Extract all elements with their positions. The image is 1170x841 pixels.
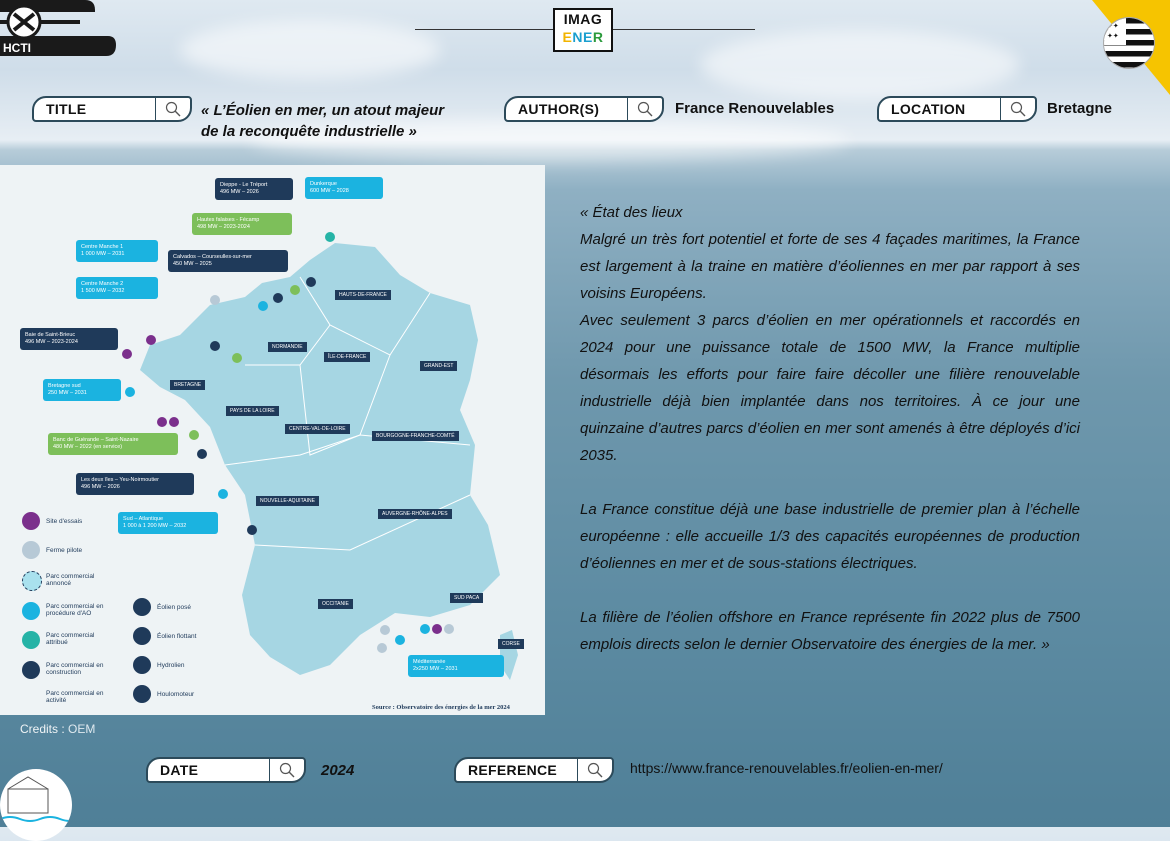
map-park-mediterranee: Méditerranée 2x250 MW – 2031: [408, 655, 504, 677]
map-park-dieppe: Dieppe - Le Tréport 496 MW – 2026: [215, 178, 293, 200]
map-marker-icon: [432, 624, 442, 634]
map-marker-icon: [325, 232, 335, 242]
bretagne-flag-icon: [1103, 17, 1155, 69]
map-region-label: CORSE: [498, 639, 524, 649]
location-field[interactable]: [877, 96, 1037, 122]
legend-swatch: [22, 512, 40, 530]
legend-swatch: [22, 571, 42, 591]
map-region-label: AUVERGNE-RHÔNE-ALPES: [378, 509, 452, 519]
divider: [613, 29, 755, 30]
legend-label: Parc commercial en activité: [46, 690, 104, 704]
map-marker-icon: [210, 295, 220, 305]
reference-field[interactable]: [454, 757, 614, 783]
map-marker-icon: [169, 417, 179, 427]
search-icon[interactable]: [627, 98, 662, 120]
map-region-label: ÎLE-DE-FRANCE: [324, 352, 370, 362]
date-field[interactable]: [146, 757, 306, 783]
map-marker-icon: [258, 301, 268, 311]
map-marker-icon: [218, 489, 228, 499]
svg-text:✦✦: ✦✦: [1107, 23, 1119, 30]
map-marker-icon: [157, 417, 167, 427]
map-marker-icon: [290, 285, 300, 295]
legend-label: Parc commercial en construction: [46, 662, 104, 676]
map-park-yeu-noirmoutier: Les deux îles – Yeu-Noirmoutier 496 MW – 2026: [76, 473, 194, 495]
map-region-label: OCCITANIE: [318, 599, 353, 609]
map-park-centre-manche-2: Centre Manche 2 1 500 MW – 2032: [76, 277, 158, 299]
section-title: « État des lieux: [580, 204, 683, 221]
title-label: TITLE: [46, 101, 87, 117]
legend-swatch: [22, 602, 40, 620]
map-park-dunkerque: Dunkerque 600 MW – 2028: [305, 177, 383, 199]
legend-type-label: Éolien flottant: [157, 633, 197, 640]
search-icon[interactable]: [1000, 98, 1035, 120]
map-marker-icon: [189, 430, 199, 440]
map-park-bretagne-sud: Bretagne sud 250 MW – 2031: [43, 379, 121, 401]
bottom-logo: [0, 769, 72, 841]
legend-label: Ferme pilote: [46, 547, 83, 554]
map-marker-icon: [444, 624, 454, 634]
legend-swatch: [22, 541, 40, 559]
legend-swatch: [22, 661, 40, 679]
hcti-logo-text: HCTI: [3, 41, 31, 55]
map-region-label: SUD PACA: [450, 593, 483, 603]
tidal-turbine-icon: [133, 656, 151, 674]
legend-label: Parc commercial attribué: [46, 632, 95, 646]
legend-type-label: Houlomoteur: [157, 691, 195, 698]
legend-type-label: Hydrolien: [157, 662, 185, 669]
offshore-wind-map: [0, 165, 545, 715]
author-value: France Renouvelables: [675, 100, 835, 117]
floating-wind-turbine-icon: [133, 627, 151, 645]
wave-energy-icon: [133, 685, 151, 703]
title-value: [201, 100, 444, 142]
map-marker-icon: [122, 349, 132, 359]
author-label: AUTHOR(S): [518, 101, 600, 117]
map-marker-icon: [197, 449, 207, 459]
map-park-calvados: Calvados – Courseulles-sur-mer 450 MW – 2025: [168, 250, 288, 272]
map-marker-icon: [232, 353, 242, 363]
map-region-label: HAUTS-DE-FRANCE: [335, 290, 391, 300]
map-region-label: PAYS DE LA LOIRE: [226, 406, 279, 416]
date-value: 2024: [321, 762, 355, 779]
paragraph: Avec seulement 3 parcs d’éolien en mer opérationnels et raccordés en 2024 pour une puissance totale de 1500 MW, la France multiplie désormais les efforts pour faire faire décoller une filière renouvelable industrielle déjà bien implantée dans nos territoires. À ce jour une quinzaine d’autres parcs d’éolien en mer sont amenés à être déployés d’ici 2035.: [580, 312, 1080, 464]
location-label: LOCATION: [891, 101, 966, 117]
cloud: [180, 20, 440, 80]
map-marker-icon: [380, 625, 390, 635]
map-marker-icon: [273, 293, 283, 303]
title-value-line2: de la reconquête industrielle »: [201, 123, 417, 140]
map-region-label: GRAND-EST: [420, 361, 457, 371]
author-field[interactable]: [504, 96, 664, 122]
map-region-label: CENTRE-VAL-DE-LOIRE: [285, 424, 350, 434]
reference-label: REFERENCE: [468, 762, 558, 778]
search-icon[interactable]: [155, 98, 190, 120]
map-marker-icon: [377, 643, 387, 653]
map-marker-icon: [146, 335, 156, 345]
map-marker-icon: [247, 525, 257, 535]
paragraph: La France constitue déjà une base industrielle de premier plan à l’échelle européenne : elle accueille 1/3 des capacités européennes de production d’éoliennes en mer et de sous-stations électriques.: [580, 501, 1080, 572]
fixed-wind-turbine-icon: [133, 598, 151, 616]
title-field[interactable]: [32, 96, 192, 122]
map-marker-icon: [420, 624, 430, 634]
legend-label: Parc commercial en procédure d'AO: [46, 603, 104, 617]
date-label: DATE: [160, 762, 199, 778]
svg-text:✦✦: ✦✦: [1107, 33, 1119, 40]
search-icon[interactable]: [577, 759, 612, 781]
title-value-line1: « L’Éolien en mer, un atout majeur: [201, 102, 445, 119]
credits-value: OEM: [68, 722, 96, 736]
location-value: Bretagne: [1047, 100, 1113, 117]
map-region-label: NOUVELLE-AQUITAINE: [256, 496, 319, 506]
map-park-saint-brieuc: Baie de Saint-Brieuc 496 MW – 2023-2024: [20, 328, 118, 350]
map-region-label: BOURGOGNE-FRANCHE-COMTÉ: [372, 431, 459, 441]
map-marker-icon: [210, 341, 220, 351]
brand-line2: ENER: [562, 29, 604, 45]
hcti-logo: [0, 0, 118, 58]
cloud: [700, 30, 1020, 100]
map-region-label: BRETAGNE: [170, 380, 205, 390]
map-park-saint-nazaire: Banc de Guérande – Saint-Nazaire 480 MW – 2022 (en service): [48, 433, 178, 455]
legend-type-label: Éolien posé: [157, 604, 191, 611]
map-park-centre-manche-1: Centre Manche 1 1 000 MW – 2031: [76, 240, 158, 262]
paragraph: Malgré un très fort potentiel et forte de ses 4 façades maritimes, la France est largement à la traine en matière d’éoliennes en mer par rapport à ses voisins Européens.: [580, 231, 1080, 302]
map-marker-icon: [125, 387, 135, 397]
legend-swatch: [22, 631, 40, 649]
credits-label: Credits :: [20, 722, 65, 736]
map-marker-icon: [395, 635, 405, 645]
map-marker-icon: [306, 277, 316, 287]
imagener-logo: [553, 8, 613, 52]
search-icon[interactable]: [269, 759, 304, 781]
legend-label: Parc commercial annoncé: [46, 573, 95, 587]
brand-line1: IMAG: [563, 11, 603, 27]
paragraph: La filière de l’éolien offshore en France représente fin 2022 plus de 7500 emplois directs selon le dernier Observatoire des énergies de la mer. »: [580, 609, 1080, 653]
divider: [415, 29, 553, 30]
map-park-sud-atlantique: Sud – Atlantique 1 000 à 1 200 MW – 2032: [118, 512, 218, 534]
map-source: Source : Observatoire des énergies de la mer 2024: [372, 704, 510, 711]
credits: [20, 722, 95, 736]
reference-link[interactable]: https://www.france-renouvelables.fr/eolien-en-mer/: [630, 760, 943, 776]
map-park-fecamp: Hautes falaises - Fécamp 498 MW – 2023-2024: [192, 213, 292, 235]
article-text: [580, 199, 1080, 658]
legend-label: Site d'essais: [46, 518, 83, 525]
map-region-label: NORMANDIE: [268, 342, 307, 352]
